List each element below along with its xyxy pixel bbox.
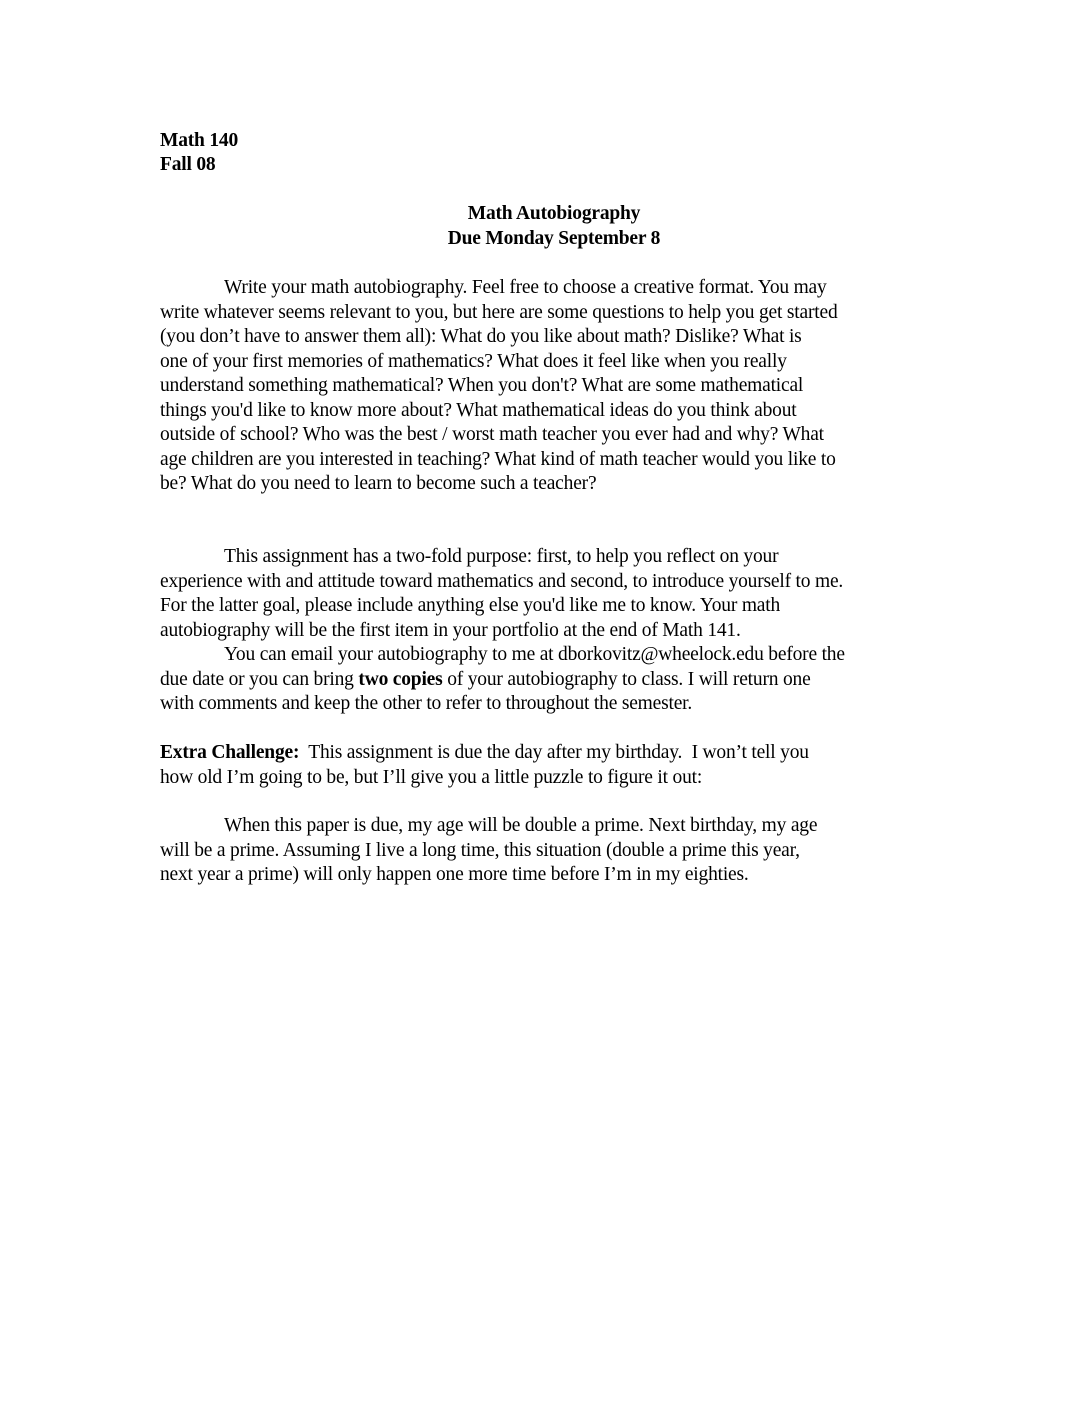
text-line: how old I’m going to be, but I’ll give you a little puzzle to figure it out: bbox=[160, 766, 703, 788]
text-segment: of your autobiography to class. I will return one bbox=[442, 668, 811, 690]
text-line: age children are you interested in teaching? What kind of math teacher would you like to bbox=[160, 448, 836, 470]
text-line: experience with and attitude toward mathematics and second, to introduce yourself to me. bbox=[160, 570, 844, 592]
text-line: (you don’t have to answer them all): What do you like about math? Dislike? What is bbox=[160, 326, 802, 347]
text-line bbox=[160, 741, 809, 765]
text-line: You can email your autobiography to me at dborkovitz@wheelock.edu before the bbox=[224, 644, 845, 665]
due-date: Due Monday September 8 bbox=[447, 228, 661, 249]
text-line: will be a prime. Assuming I live a long time, this situation (double a prime this year, bbox=[160, 839, 800, 861]
text-line: When this paper is due, my age will be double a prime. Next birthday, my age bbox=[224, 815, 818, 836]
text-line bbox=[160, 668, 811, 692]
text-line: outside of school? Who was the best / worst math teacher you ever had and why? What bbox=[160, 424, 824, 445]
text-line: For the latter goal, please include anything else you'd like me to know. Your math bbox=[160, 595, 781, 616]
text-line: one of your first memories of mathematics? What does it feel like when you really bbox=[160, 350, 787, 372]
text-line: autobiography will be the first item in your portfolio at the end of Math 141. bbox=[160, 619, 741, 641]
text-line: things you'd like to know more about? What mathematical ideas do you think about bbox=[160, 399, 797, 421]
text-line: with comments and keep the other to refer to throughout the semester. bbox=[160, 693, 693, 714]
page-title: Math Autobiography bbox=[467, 203, 641, 224]
text-line: This assignment has a two-fold purpose: first, to help you reflect on your bbox=[224, 546, 779, 567]
text-segment: This assignment is due the day after my birthday. I won’t tell you bbox=[299, 742, 809, 763]
course-name: Math 140 bbox=[160, 130, 239, 151]
text-segment: due date or you can bring bbox=[160, 668, 359, 690]
text-line: write whatever seems relevant to you, but here are some questions to help you get started bbox=[160, 301, 838, 323]
text-line: next year a prime) will only happen one more time before I’m in my eighties. bbox=[160, 864, 749, 885]
text-line: be? What do you need to learn to become such a teacher? bbox=[160, 473, 597, 494]
two-copies-emphasis: two copies bbox=[358, 668, 443, 690]
extra-challenge-label: Extra Challenge: bbox=[160, 742, 300, 763]
text-line: Write your math autobiography. Feel free to choose a creative format. You may bbox=[224, 277, 827, 298]
course-term: Fall 08 bbox=[160, 154, 216, 175]
text-line: understand something mathematical? When you don't? What are some mathematical bbox=[160, 375, 804, 396]
